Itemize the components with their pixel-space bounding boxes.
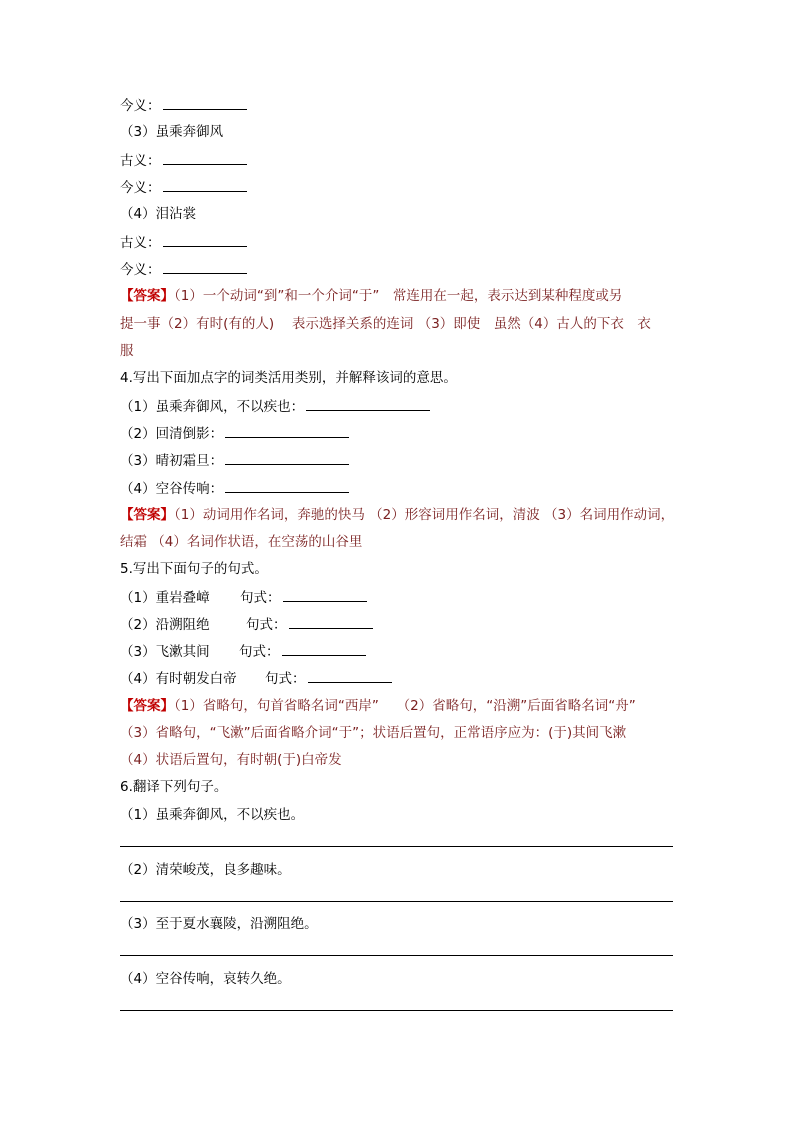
q6-item-4: （4）空谷传响，哀转久绝。 <box>120 971 291 987</box>
q4-item-2 <box>120 423 349 444</box>
answer-blank[interactable] <box>163 232 247 247</box>
guyi-line-4 <box>120 232 247 253</box>
sentence-pattern-label: 句式： <box>239 644 280 660</box>
item-4-line <box>120 204 196 224</box>
answer-5-line-1 <box>120 696 636 716</box>
jinyi-line-4 <box>120 259 247 280</box>
item-3-line <box>120 122 223 142</box>
q5-item-1 <box>120 587 367 608</box>
q4-item-3 <box>120 450 349 471</box>
q5-item-text: （4）有时朝发白帝 <box>120 671 237 687</box>
answer-blank[interactable] <box>163 259 247 274</box>
answer-blank[interactable] <box>163 95 247 110</box>
answer-5-line-2: （3）省略句，“飞漱”后面省略介词“于”；状语后置句，正常语序应为：(于)其间飞漱 <box>120 725 627 741</box>
answer-5-line-3: （4）状语后置句，有时朝(于)白帝发 <box>120 752 342 768</box>
guyi-line-3 <box>120 150 247 171</box>
jinyi-line-3 <box>120 177 247 198</box>
q5-item-4 <box>120 668 392 689</box>
sentence-pattern-label: 句式： <box>240 590 281 606</box>
answer-blank[interactable] <box>225 423 349 438</box>
q4-item-text: （3）晴初霜旦： <box>120 453 224 469</box>
guyi-label: 古义： <box>120 235 161 251</box>
answer-blank[interactable] <box>306 396 430 411</box>
q5-item-3 <box>120 641 366 662</box>
answer-blank[interactable] <box>163 177 247 192</box>
jinyi-label: 今义： <box>120 98 161 114</box>
jinyi-line-2 <box>120 95 247 116</box>
guyi-label: 古义： <box>120 153 161 169</box>
q5-item-text: （2）沿溯阻绝 <box>120 617 210 633</box>
answer-4-line-2: 结霜 （4）名词作状语，在空荡的山谷里 <box>120 534 363 550</box>
sentence-pattern-label: 句式： <box>265 671 306 687</box>
question-6-title: 6.翻译下列句子。 <box>120 779 228 795</box>
question-4-title: 4.写出下面加点字的词类活用类别，并解释该词的意思。 <box>120 370 457 386</box>
q6-item-3: （3）至于夏水襄陵，沿溯阻绝。 <box>120 916 318 932</box>
answer-blank[interactable] <box>283 587 367 602</box>
q4-item-text: （4）空谷传响： <box>120 481 224 497</box>
question-5-title: 5.写出下面句子的句式。 <box>120 561 268 577</box>
answer-text: （1）一个动词“到”和一个介词“于” 常连用在一起，表示达到某种程度或另 <box>174 288 623 304</box>
translation-answer-line[interactable] <box>120 901 673 902</box>
translation-answer-line[interactable] <box>120 846 673 847</box>
answer-text: （1）省略句，句首省略名词“西岸” （2）省略句，“沿溯”后面省略名词“舟” <box>174 698 636 714</box>
answer-3-line-1 <box>120 286 622 306</box>
sentence-pattern-label: 句式： <box>246 617 287 633</box>
q6-item-2: （2）清荣峻茂，良多趣味。 <box>120 862 291 878</box>
q6-item-1: （1）虽乘奔御风，不以疾也。 <box>120 807 305 823</box>
translation-answer-line[interactable] <box>120 1010 673 1011</box>
answer-text: （1）动词用作名词，奔驰的快马 （2）形容词用作名词，清波 （3）名词用作动词， <box>174 507 675 523</box>
answer-blank[interactable] <box>289 614 373 629</box>
q4-item-4 <box>120 478 349 499</box>
answer-tag: 【答案】 <box>120 507 174 523</box>
answer-tag: 【答案】 <box>120 698 174 714</box>
translation-answer-line[interactable] <box>120 955 673 956</box>
q5-item-text: （3）飞漱其间 <box>120 644 210 660</box>
q4-item-text: （2）回清倒影： <box>120 426 224 442</box>
q5-item-text: （1）重岩叠嶂 <box>120 590 210 606</box>
answer-blank[interactable] <box>308 668 392 683</box>
answer-3-line-2: 提一事（2）有时(有的人) 表示选择关系的连词 （3）即使 虽然（4）古人的下衣 衣 <box>120 316 651 332</box>
answer-blank[interactable] <box>225 450 349 465</box>
answer-4-line-1 <box>120 505 674 525</box>
answer-tag: 【答案】 <box>120 288 174 304</box>
q4-item-text: （1）虽乘奔御风，不以疾也： <box>120 399 305 415</box>
answer-blank[interactable] <box>225 478 349 493</box>
item-4-text: （4）泪沾裳 <box>120 206 197 222</box>
jinyi-label: 今义： <box>120 262 161 278</box>
item-3-text: （3）虽乘奔御风 <box>120 124 224 140</box>
answer-3-line-3: 服 <box>120 343 134 359</box>
answer-blank[interactable] <box>163 150 247 165</box>
q5-item-2 <box>120 614 373 635</box>
answer-blank[interactable] <box>282 641 366 656</box>
jinyi-label: 今义： <box>120 180 161 196</box>
q4-item-1 <box>120 396 430 417</box>
